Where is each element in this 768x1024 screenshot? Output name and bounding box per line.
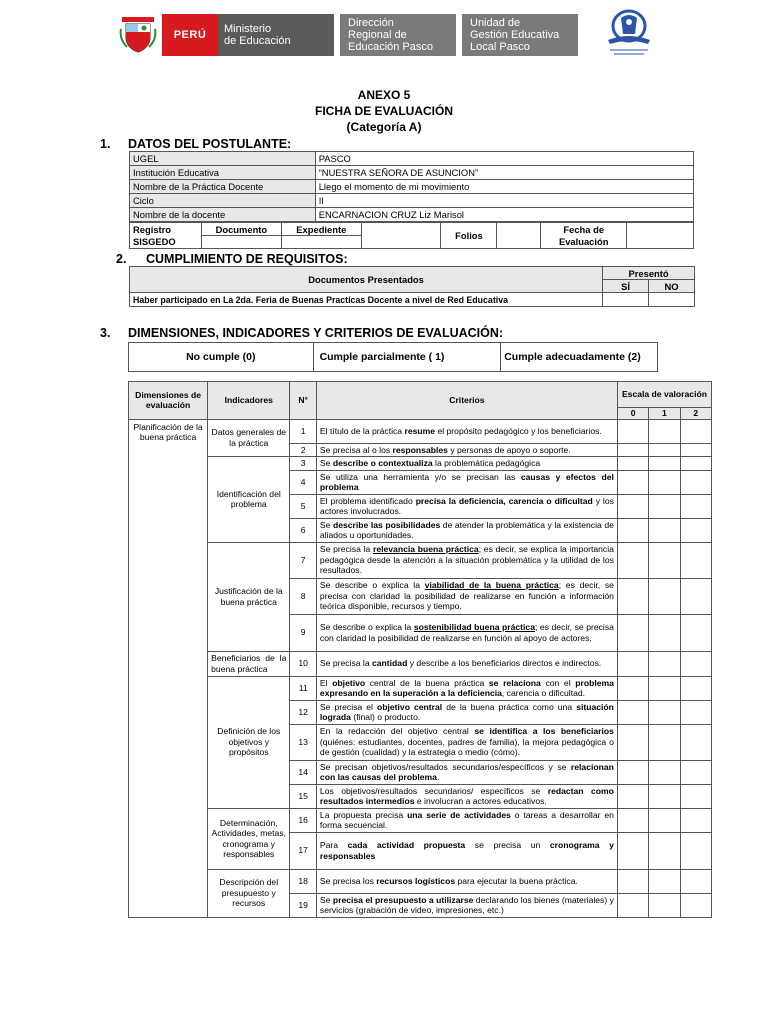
score-cell-1[interactable]	[649, 542, 680, 578]
score-cell-1[interactable]	[649, 869, 680, 893]
row-label: Institución Educativa	[130, 166, 316, 180]
header-banner	[114, 14, 578, 56]
score-cell-2[interactable]	[680, 494, 711, 518]
indicator-cell: Beneficiarios de la buena práctica	[208, 651, 290, 676]
criterion-number: 4	[290, 470, 317, 494]
score-cell-1[interactable]	[649, 832, 680, 869]
criterion-text: Se precisa la relevancia buena práctica; es decir, se explica la importancia pedagógica desde la atención a la situación problemática y la utilidad de los resultados.	[316, 542, 617, 578]
criterion-number: 15	[290, 784, 317, 808]
criterion-number: 19	[290, 893, 317, 917]
section1-number: 1.	[100, 137, 111, 151]
criterion-text: El problema identificado precisa la deficiencia, carencia o dificultad y los actores involucrados.	[316, 494, 617, 518]
dim-header: Dimensiones de evaluación	[129, 382, 208, 420]
score-cell-1[interactable]	[649, 808, 680, 832]
criterion-text: El título de la práctica resume el propósito pedagógico y los beneficiarios.	[316, 419, 617, 443]
folios-label: Folios	[441, 223, 497, 249]
sisgedo-label: SISGEDO	[130, 236, 202, 249]
scale-parcial: Cumple parcialmente ( 1)	[313, 343, 501, 372]
score-cell-2[interactable]	[680, 676, 711, 700]
evaluation-matrix	[128, 381, 712, 918]
no-header: NO	[649, 280, 695, 293]
criterion-text: Se precisan objetivos/resultados secundarios/específicos y se relacionan con las causas del problema.	[316, 760, 617, 784]
criterion-text: Se precisa el presupuesto a utilizarse declarando los bienes (materiales) y servicios (grabación de video, impresiones, etc.)	[316, 893, 617, 917]
score-cell-2[interactable]	[680, 651, 711, 676]
score-cell-2[interactable]	[680, 700, 711, 724]
criterion-number: 8	[290, 578, 317, 614]
requirements-table	[129, 266, 695, 307]
score-cell-0[interactable]	[617, 760, 648, 784]
expediente-label: Expediente	[281, 223, 361, 236]
score-cell-0[interactable]	[617, 419, 648, 443]
indicator-cell: Datos generales de la práctica	[208, 419, 290, 457]
criterion-text: Para cada actividad propuesta se precisa un cronograma y responsables	[316, 832, 617, 869]
table-row	[129, 651, 712, 676]
criterion-number: 7	[290, 542, 317, 578]
section3-number: 3.	[100, 326, 111, 340]
si-header: SÍ	[603, 280, 649, 293]
school-logo-icon	[600, 8, 658, 58]
peru-label: PERÚ	[162, 14, 218, 56]
scale-0-header: 0	[617, 408, 648, 420]
indicator-cell: Determinación, Actividades, metas, cronograma y responsables	[208, 808, 290, 869]
documento-label: Documento	[201, 223, 281, 236]
criterion-text: Se precisa al o los responsables y personas de apoyo o soporte.	[316, 443, 617, 457]
scale-no-cumple: No cumple (0)	[129, 343, 314, 372]
criterion-number: 2	[290, 443, 317, 457]
criterion-number: 9	[290, 614, 317, 651]
table-row	[129, 419, 712, 443]
score-cell-2[interactable]	[680, 760, 711, 784]
criterion-number: 5	[290, 494, 317, 518]
criterion-text: Los objetivos/resultados secundarios/ específicos se redactan como resultados intermedios e involucran a actores educativos.	[316, 784, 617, 808]
criterion-number: 12	[290, 700, 317, 724]
score-cell-0[interactable]	[617, 808, 648, 832]
criterion-number: 11	[290, 676, 317, 700]
indicator-cell: Descripción del presupuesto y recursos	[208, 869, 290, 917]
form-title: FICHA DE EVALUACIÓN	[315, 104, 453, 118]
indicator-cell: Identificación del problema	[208, 457, 290, 543]
row-label: Nombre de la docente	[130, 208, 316, 222]
score-cell-2[interactable]	[680, 869, 711, 893]
score-cell-1[interactable]	[649, 419, 680, 443]
criterion-text: Se describe las posibilidades de atender la problemática y la existencia de aliados u oportunidades.	[316, 518, 617, 542]
criterion-text: Se describe o explica la viabilidad de la buena práctica; es decir, se precisa con claridad la posibilidad de realizarse en función a información teórica disponible, recursos y tiempo.	[316, 578, 617, 614]
score-cell-0[interactable]	[617, 614, 648, 651]
postulant-table	[129, 151, 694, 222]
score-cell-0[interactable]	[617, 893, 648, 917]
score-cell-0[interactable]	[617, 869, 648, 893]
score-cell-1[interactable]	[649, 443, 680, 457]
peru-crest-icon	[114, 14, 162, 56]
registro-label: Registro	[130, 223, 202, 236]
dimension-cell: Planificación de la buena práctica	[129, 419, 208, 917]
section1-title: DATOS DEL POSTULANTE:	[128, 137, 292, 151]
score-cell-1[interactable]	[649, 578, 680, 614]
no-checkbox[interactable]	[649, 293, 695, 307]
scale-table	[128, 342, 658, 372]
score-cell-1[interactable]	[649, 760, 680, 784]
score-cell-1[interactable]	[649, 470, 680, 494]
row-value: Llego el momento de mi movimiento	[315, 180, 693, 194]
criterion-number: 1	[290, 419, 317, 443]
score-cell-2[interactable]	[680, 518, 711, 542]
requirement-text: Haber participado en La 2da. Feria de Buenas Practicas Docente a nivel de Red Educativa	[130, 293, 603, 307]
fecha-label: Fecha de Evaluación	[541, 223, 627, 249]
criterion-number: 16	[290, 808, 317, 832]
direccion-regional-label: Dirección Regional de Educación Pasco	[340, 14, 456, 56]
criterion-text: Se precisa el objetivo central de la buena práctica como una situación lograda (final) o producto.	[316, 700, 617, 724]
score-cell-1[interactable]	[649, 724, 680, 760]
annex-title: ANEXO 5	[357, 88, 411, 102]
presento-header: Presentó	[603, 267, 695, 280]
criterion-text: La propuesta precisa una serie de actividades o tareas a desarrollar en forma secuencial.	[316, 808, 617, 832]
score-cell-1[interactable]	[649, 494, 680, 518]
category-title: (Categoría A)	[346, 120, 422, 134]
criterion-number: 3	[290, 457, 317, 471]
section2-number: 2.	[116, 252, 127, 266]
criterion-text: El objetivo central de la buena práctica se relaciona con el problema expresando en la superación a la deficiencia, carencia o dificultad.	[316, 676, 617, 700]
score-cell-0[interactable]	[617, 700, 648, 724]
score-cell-1[interactable]	[649, 518, 680, 542]
scale-1-header: 1	[649, 408, 680, 420]
score-cell-0[interactable]	[617, 457, 648, 471]
row-label: Nombre de la Práctica Docente	[130, 180, 316, 194]
score-cell-0[interactable]	[617, 676, 648, 700]
si-checkbox[interactable]	[603, 293, 649, 307]
criterion-text: Se describe o explica la sostenibilidad buena práctica; es decir, se precisa con claridad la posibilidad de realizarse en función al apoyo de actores.	[316, 614, 617, 651]
row-value: II	[315, 194, 693, 208]
ugel-label: Unidad de Gestión Educativa Local Pasco	[462, 14, 578, 56]
table-row	[129, 457, 712, 471]
table-row	[129, 542, 712, 578]
score-cell-2[interactable]	[680, 808, 711, 832]
score-cell-0[interactable]	[617, 470, 648, 494]
score-cell-2[interactable]	[680, 614, 711, 651]
score-cell-0[interactable]	[617, 578, 648, 614]
criterion-number: 10	[290, 651, 317, 676]
indicator-cell: Justificación de la buena práctica	[208, 542, 290, 651]
score-cell-2[interactable]	[680, 419, 711, 443]
criterion-number: 6	[290, 518, 317, 542]
docs-header: Documentos Presentados	[130, 267, 603, 293]
scale-adecuado: Cumple adecuadamente (2)	[501, 343, 658, 372]
score-cell-1[interactable]	[649, 893, 680, 917]
row-value: PASCO	[315, 152, 693, 166]
score-cell-2[interactable]	[680, 893, 711, 917]
table-row	[130, 180, 694, 194]
score-cell-0[interactable]	[617, 724, 648, 760]
criterion-text: Se precisa la cantidad y describe a los beneficiarios directos e indirectos.	[316, 651, 617, 676]
score-cell-2[interactable]	[680, 457, 711, 471]
score-cell-2[interactable]	[680, 724, 711, 760]
criterion-text: Se describe o contextualiza la problemática pedagógica	[316, 457, 617, 471]
table-row	[130, 194, 694, 208]
score-cell-1[interactable]	[649, 651, 680, 676]
score-cell-0[interactable]	[617, 832, 648, 869]
score-cell-2[interactable]	[680, 784, 711, 808]
row-label: UGEL	[130, 152, 316, 166]
score-cell-0[interactable]	[617, 542, 648, 578]
score-cell-2[interactable]	[680, 470, 711, 494]
score-cell-1[interactable]	[649, 614, 680, 651]
criterion-number: 13	[290, 724, 317, 760]
score-cell-1[interactable]	[649, 700, 680, 724]
ind-header: Indicadores	[208, 382, 290, 420]
score-cell-1[interactable]	[649, 676, 680, 700]
table-row	[129, 808, 712, 832]
table-row	[130, 293, 695, 307]
criterion-text: En la redacción del objetivo central se identifica a los beneficiarios (quiénes: estudiantes, docentes, padres de familia), la mejora pedagógica o de gestión (cualidad) y la estrategia o medio (cómo).	[316, 724, 617, 760]
criterion-number: 14	[290, 760, 317, 784]
registro-table	[129, 222, 694, 249]
row-label: Ciclo	[130, 194, 316, 208]
table-row	[130, 166, 694, 180]
table-row	[129, 869, 712, 893]
criterion-number: 18	[290, 869, 317, 893]
criterion-text: Se precisa los recursos logísticos para ejecutar la buena práctica.	[316, 869, 617, 893]
score-cell-2[interactable]	[680, 542, 711, 578]
score-cell-1[interactable]	[649, 457, 680, 471]
section3-title: DIMENSIONES, INDICADORES Y CRITERIOS DE EVALUACIÓN:	[128, 326, 504, 340]
score-cell-2[interactable]	[680, 578, 711, 614]
table-row	[129, 676, 712, 700]
ministerio-label: Ministerio de Educación	[218, 14, 334, 56]
scale-2-header: 2	[680, 408, 711, 420]
table-row	[130, 152, 694, 166]
table-row	[130, 208, 694, 222]
score-cell-0[interactable]	[617, 443, 648, 457]
criterion-number: 17	[290, 832, 317, 869]
score-cell-1[interactable]	[649, 784, 680, 808]
crit-header: Criterios	[316, 382, 617, 420]
score-cell-2[interactable]	[680, 443, 711, 457]
row-value: ENCARNACION CRUZ Liz Marisol	[315, 208, 693, 222]
score-cell-0[interactable]	[617, 518, 648, 542]
row-value: “NUESTRA SEÑORA DE ASUNCION”	[315, 166, 693, 180]
n-header: N°	[290, 382, 317, 420]
indicator-cell: Definición de los objetivos y propósitos	[208, 676, 290, 808]
score-cell-0[interactable]	[617, 784, 648, 808]
section2-title: CUMPLIMIENTO DE REQUISITOS:	[146, 252, 348, 266]
score-cell-0[interactable]	[617, 494, 648, 518]
criterion-text: Se utiliza una herramienta y/o se precisan las causas y efectos del problema	[316, 470, 617, 494]
score-cell-0[interactable]	[617, 651, 648, 676]
score-cell-2[interactable]	[680, 832, 711, 869]
escala-header: Escala de valoración	[617, 382, 711, 408]
